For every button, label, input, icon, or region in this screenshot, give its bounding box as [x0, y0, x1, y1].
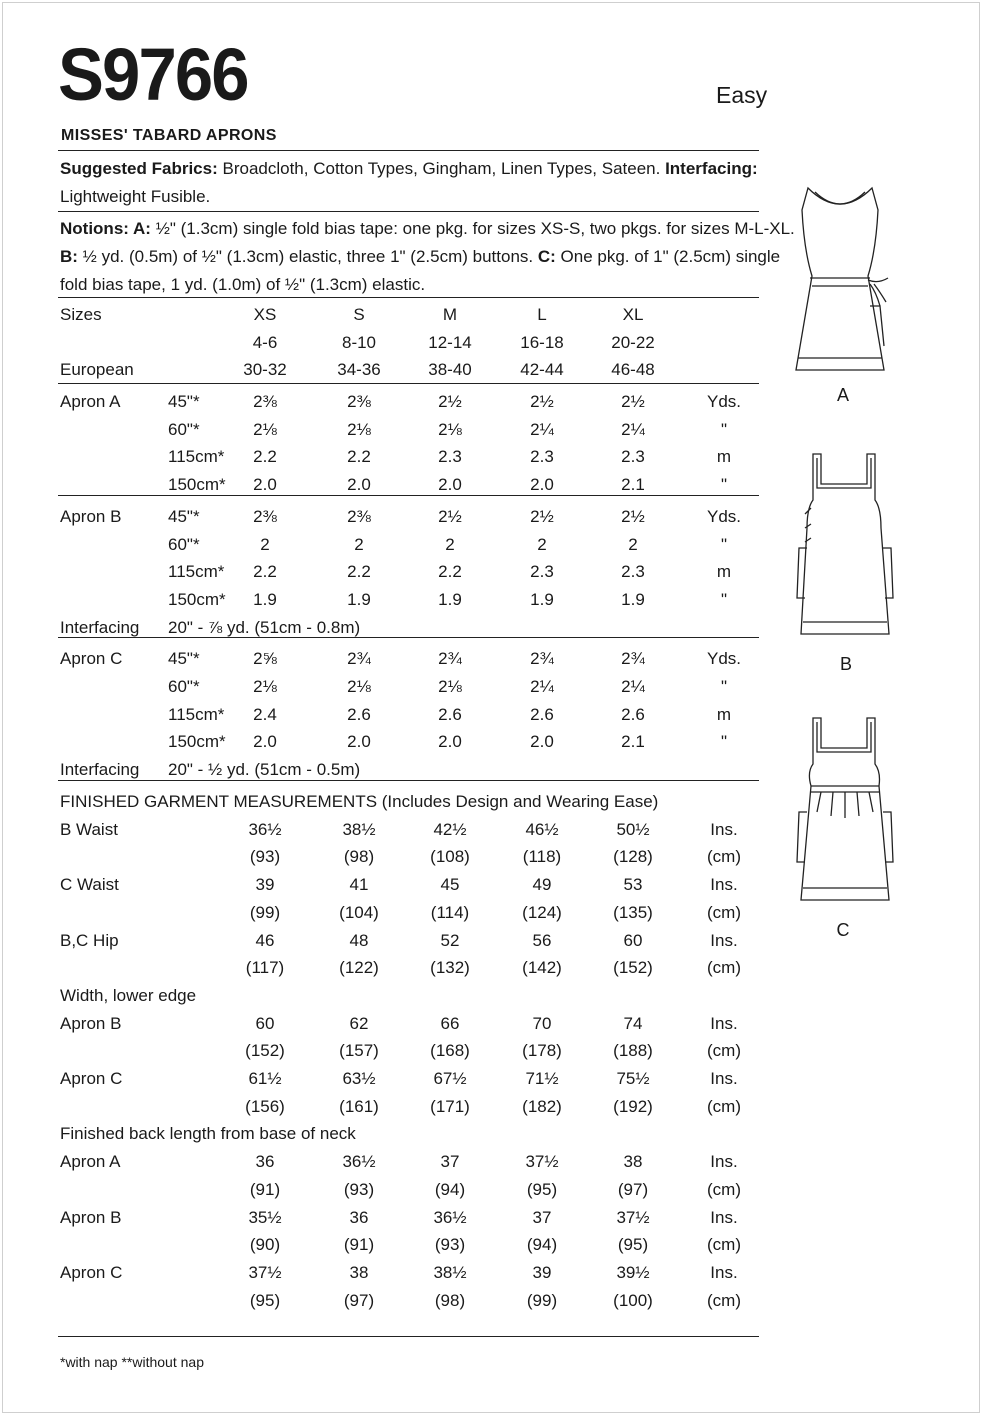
unit-label: Ins.	[710, 1069, 738, 1088]
fabrics-label: Suggested Fabrics:	[60, 159, 218, 178]
yardage-value: 1.9	[621, 589, 645, 609]
measurement-ins: 50½	[616, 819, 650, 839]
footnote: *with nap **without nap	[60, 1354, 204, 1370]
yardage-value: 2½	[530, 392, 554, 411]
yardage-value: 2½	[438, 506, 462, 526]
unit-label: Yds.	[706, 649, 742, 669]
european-size: 42-44	[520, 360, 564, 380]
pattern-title: MISSES' TABARD APRONS	[61, 127, 277, 144]
european-size: 34-36	[337, 360, 381, 380]
yardage-value: 2½	[438, 392, 462, 411]
divider	[58, 150, 759, 151]
measurement-cm: (94)	[434, 1179, 466, 1199]
notions-c-text: One pkg. of 1" (2.5cm) single	[555, 247, 781, 266]
interfacing-label: Interfacing	[60, 617, 140, 637]
yardage-value: 2.0	[347, 732, 371, 752]
divider	[58, 1336, 759, 1337]
measurement-ins: 35½	[248, 1207, 282, 1227]
yardage-value: 2	[260, 534, 270, 554]
measurement-cm: (188)	[613, 1041, 653, 1061]
unit-label: "	[720, 419, 728, 439]
measurement-ins: 37½	[525, 1152, 559, 1172]
measurement-cm: (142)	[522, 958, 562, 978]
measurement-cm: (104)	[339, 902, 379, 922]
yardage-value: 2.3	[438, 447, 462, 467]
yardage-value: 2.6	[621, 704, 645, 724]
yardage-value: 2¼	[621, 419, 645, 439]
measurement-label: C Waist	[60, 875, 119, 895]
fabric-width: 45"*	[168, 506, 200, 526]
european-size: 30-32	[243, 360, 287, 380]
measurement-ins: 38	[349, 1262, 369, 1282]
measurement-ins: 53	[623, 875, 643, 895]
fabric-width: 115cm*	[168, 562, 225, 582]
yardage-value: 1.9	[253, 589, 277, 609]
yardage-value: 2⅜	[253, 392, 277, 411]
length-heading: Finished back length from base of neck	[60, 1124, 356, 1144]
yardage-value: 2.0	[438, 475, 462, 495]
yardage-value: 1.9	[347, 589, 371, 609]
unit-label: m	[716, 562, 732, 582]
fabric-width: 115cm*	[168, 447, 225, 467]
measurement-ins: 62	[349, 1013, 369, 1033]
measurement-ins: 41	[349, 875, 369, 895]
unit-label: Ins.	[710, 930, 738, 950]
yardage-value: 2.0	[347, 475, 371, 495]
european-size: 38-40	[428, 360, 472, 380]
measurement-cm: (122)	[339, 958, 379, 978]
measurement-cm: (135)	[613, 902, 653, 922]
measurement-ins: 37½	[616, 1207, 650, 1227]
yardage-value: 2⅜	[347, 392, 371, 411]
measurement-cm: (90)	[249, 1235, 281, 1255]
yardage-value: 2.6	[347, 704, 371, 724]
yardage-value: 2	[537, 534, 547, 554]
difficulty-label: Easy	[716, 82, 768, 108]
unit-label: Yds.	[706, 506, 742, 526]
measurement-ins: 36	[255, 1152, 275, 1172]
yardage-value: 2½	[530, 506, 554, 526]
yardage-value: 2⅝	[253, 649, 277, 669]
measurement-label: Apron A	[60, 1152, 121, 1172]
notions-label: Notions:	[60, 219, 129, 238]
yardage-group-label: Apron C	[60, 649, 123, 669]
measurement-cm: (98)	[434, 1290, 466, 1310]
measurement-ins: 37	[440, 1152, 460, 1172]
measurement-ins: 52	[440, 930, 460, 950]
measurement-cm: (95)	[249, 1290, 281, 1310]
size-code: L	[537, 305, 547, 324]
view-label-a: A	[836, 385, 850, 405]
measurement-cm: (152)	[613, 958, 653, 978]
unit-label: (cm)	[707, 958, 741, 978]
measurement-cm: (95)	[617, 1235, 649, 1255]
yardage-value: 2.0	[530, 475, 554, 495]
notions-a-label: A:	[128, 219, 151, 238]
notions-line-1	[60, 219, 795, 239]
measurement-ins: 46½	[525, 819, 559, 839]
measurement-ins: 38	[623, 1152, 643, 1172]
unit-label: (cm)	[707, 1290, 741, 1310]
unit-label: "	[720, 534, 728, 554]
measurement-ins: 42½	[433, 819, 467, 839]
fabric-width: 150cm*	[168, 732, 226, 752]
notions-line-3: fold bias tape, 1 yd. (1.0m) of ½" (1.3cm) elastic.	[60, 275, 426, 294]
yardage-value: 2.0	[253, 732, 277, 752]
measurement-ins: 60	[255, 1013, 275, 1033]
interfacing-label: Interfacing:	[665, 159, 758, 178]
yardage-value: 2⅛	[438, 419, 462, 439]
measurement-cm: (91)	[343, 1235, 375, 1255]
yardage-value: 2⅜	[347, 506, 371, 526]
yardage-value: 2	[445, 534, 455, 554]
measurement-label: B,C Hip	[60, 930, 119, 950]
divider	[58, 297, 759, 298]
unit-label: "	[720, 677, 728, 696]
divider	[58, 383, 759, 384]
measurement-ins: 70	[532, 1013, 552, 1033]
yardage-value: 1.9	[530, 589, 554, 609]
measurement-label: B Waist	[60, 819, 118, 839]
unit-label: (cm)	[707, 902, 741, 922]
measurement-cm: (100)	[613, 1290, 653, 1310]
measurement-cm: (168)	[430, 1041, 470, 1061]
yardage-value: 2⅛	[347, 677, 371, 696]
measurement-ins: 46	[255, 930, 275, 950]
measurement-cm: (108)	[430, 847, 470, 867]
measurement-cm: (99)	[249, 902, 281, 922]
fabric-width: 45"*	[168, 649, 200, 669]
unit-label: Ins.	[710, 819, 738, 839]
measurement-label: Apron B	[60, 1207, 122, 1227]
notions-c-label: C:	[537, 247, 556, 266]
unit-label: Yds.	[706, 392, 742, 411]
yardage-value: 2¼	[621, 677, 645, 696]
measurement-ins: 67½	[433, 1069, 467, 1088]
interfacing-value: 20" - ⅞ yd. (51cm - 0.8m)	[168, 617, 361, 637]
fabric-width: 60"*	[168, 677, 200, 696]
measurement-cm: (97)	[343, 1290, 375, 1310]
measurement-cm: (178)	[522, 1041, 562, 1061]
yardage-value: 2⅛	[438, 677, 462, 696]
fabric-width: 60"*	[168, 534, 200, 554]
width-heading: Width, lower edge	[60, 985, 197, 1005]
yardage-value: 2.4	[253, 704, 277, 724]
measurement-ins: 39	[255, 875, 275, 895]
view-label-b: B	[839, 654, 853, 674]
measurement-cm: (124)	[522, 902, 562, 922]
fabric-width: 150cm*	[168, 589, 226, 609]
measurement-cm: (152)	[245, 1041, 285, 1061]
measurement-cm: (114)	[430, 902, 470, 922]
size-code: S	[353, 305, 365, 324]
size-range: 4-6	[252, 332, 278, 352]
measurement-cm: (157)	[339, 1041, 379, 1061]
unit-label: (cm)	[707, 1235, 741, 1255]
measurement-ins: 36½	[342, 1152, 376, 1172]
measurement-cm: (99)	[526, 1290, 558, 1310]
yardage-value: 2¼	[530, 677, 554, 696]
unit-label: "	[720, 475, 728, 495]
measurement-cm: (182)	[522, 1096, 562, 1116]
pattern-number: S9766	[58, 33, 248, 116]
apron-b-sketch	[785, 448, 905, 648]
yardage-value: 2.2	[347, 562, 371, 582]
yardage-value: 2.2	[253, 562, 277, 582]
yardage-value: 2¾	[621, 649, 645, 669]
measurement-ins: 56	[532, 930, 552, 950]
size-code: M	[442, 305, 458, 324]
yardage-value: 2	[628, 534, 638, 554]
measurement-ins: 36½	[248, 819, 282, 839]
yardage-value: 2.0	[438, 732, 462, 752]
measurement-ins: 48	[349, 930, 369, 950]
size-range: 16-18	[520, 332, 564, 352]
unit-label: (cm)	[707, 1179, 741, 1199]
unit-label: "	[720, 732, 728, 752]
yardage-value: 2⅜	[253, 506, 277, 526]
measurement-cm: (161)	[339, 1096, 379, 1116]
measurement-cm: (93)	[249, 847, 281, 867]
unit-label: Ins.	[710, 1152, 738, 1172]
measurement-ins: 37	[532, 1207, 552, 1227]
yardage-value: 2¾	[530, 649, 554, 669]
fabrics-line-2: Lightweight Fusible.	[60, 187, 211, 206]
unit-label: Ins.	[710, 1013, 738, 1033]
size-code: XL	[622, 305, 644, 324]
unit-label: (cm)	[707, 1041, 741, 1061]
yardage-value: 2¾	[347, 649, 371, 669]
yardage-value: 2.3	[530, 447, 554, 467]
measurement-ins: 36	[349, 1207, 369, 1227]
measurement-ins: 36½	[433, 1207, 467, 1227]
measurement-cm: (98)	[343, 847, 375, 867]
european-size: 46-48	[611, 360, 655, 380]
interfacing-label: Interfacing	[60, 760, 140, 780]
yardage-value: 2.6	[530, 704, 554, 724]
measurement-cm: (94)	[526, 1235, 558, 1255]
measurement-ins: 71½	[525, 1069, 559, 1088]
fabrics-text: Broadcloth, Cotton Types, Gingham, Linen Types, Sateen.	[217, 159, 666, 178]
apron-a-sketch	[780, 180, 900, 380]
yardage-value: 2.0	[253, 475, 277, 495]
measurement-cm: (132)	[430, 958, 470, 978]
yardage-value: 2.0	[530, 732, 554, 752]
divider	[58, 495, 759, 496]
yardage-value: 1.9	[438, 589, 462, 609]
yardage-value: 2.2	[253, 447, 277, 467]
fabric-width: 60"*	[168, 419, 200, 439]
measurement-ins: 39	[532, 1262, 552, 1282]
sizes-label: Sizes	[60, 305, 102, 324]
yardage-value: 2.6	[438, 704, 462, 724]
measurement-label: Apron C	[60, 1069, 123, 1088]
yardage-value: 2¼	[530, 419, 554, 439]
measurement-cm: (97)	[617, 1179, 649, 1199]
measurement-ins: 38½	[433, 1262, 467, 1282]
yardage-group-label: Apron A	[60, 392, 121, 411]
measurement-ins: 66	[440, 1013, 460, 1033]
yardage-value: 2½	[621, 506, 645, 526]
measurement-cm: (128)	[613, 847, 653, 867]
size-range: 20-22	[611, 332, 655, 352]
measurement-cm: (117)	[245, 958, 285, 978]
size-range: 8-10	[341, 332, 377, 352]
divider	[58, 637, 759, 638]
unit-label: "	[720, 589, 728, 609]
measurement-ins: 63½	[342, 1069, 376, 1088]
fabrics-line-1	[60, 159, 758, 179]
notions-line-2	[60, 247, 780, 267]
divider	[58, 780, 759, 781]
unit-label: Ins.	[710, 1207, 738, 1227]
yardage-value: 2.3	[621, 447, 645, 467]
measurement-cm: (93)	[434, 1235, 466, 1255]
measurement-ins: 39½	[616, 1262, 650, 1282]
measurement-label: Apron C	[60, 1262, 123, 1282]
measurement-cm: (171)	[430, 1096, 470, 1116]
notions-b-label: B:	[60, 247, 78, 266]
yardage-group-label: Apron B	[60, 506, 122, 526]
yardage-value: 2⅛	[347, 419, 371, 439]
yardage-value: 2.2	[347, 447, 371, 467]
fabric-width: 45"*	[168, 392, 200, 411]
measurement-ins: 61½	[248, 1069, 282, 1088]
yardage-value: 2½	[621, 392, 645, 411]
measurement-cm: (91)	[249, 1179, 281, 1199]
measurement-cm: (118)	[522, 847, 562, 867]
measurement-ins: 74	[623, 1013, 643, 1033]
yardage-value: 2.3	[621, 562, 645, 582]
notions-b-text: ½ yd. (0.5m) of ½" (1.3cm) elastic, three 1" (2.5cm) buttons.	[77, 247, 538, 266]
measurement-ins: 45	[440, 875, 460, 895]
unit-label: Ins.	[710, 1262, 738, 1282]
unit-label: m	[716, 447, 732, 467]
unit-label: Ins.	[710, 875, 738, 895]
measurement-cm: (95)	[526, 1179, 558, 1199]
yardage-value: 2.3	[530, 562, 554, 582]
measurement-cm: (192)	[613, 1096, 653, 1116]
yardage-value: 2¾	[438, 649, 462, 669]
measurement-ins: 37½	[248, 1262, 282, 1282]
measurement-label: Apron B	[60, 1013, 122, 1033]
size-range: 12-14	[428, 332, 472, 352]
unit-label: (cm)	[707, 1096, 741, 1116]
measurement-ins: 38½	[342, 819, 376, 839]
fabric-width: 115cm*	[168, 704, 225, 724]
size-code: XS	[253, 305, 277, 324]
divider	[58, 211, 759, 212]
measurement-ins: 75½	[616, 1069, 650, 1088]
view-label-c: C	[836, 920, 850, 940]
finished-heading: FINISHED GARMENT MEASUREMENTS (Includes Design and Wearing Ease)	[60, 792, 659, 811]
yardage-value: 2.1	[621, 475, 645, 495]
yardage-value: 2.2	[438, 562, 462, 582]
unit-label: (cm)	[707, 847, 741, 867]
measurement-ins: 60	[623, 930, 643, 950]
measurement-cm: (156)	[245, 1096, 285, 1116]
unit-label: m	[716, 704, 732, 724]
yardage-value: 2.1	[621, 732, 645, 752]
measurement-cm: (93)	[343, 1179, 375, 1199]
interfacing-value: 20" - ½ yd. (51cm - 0.5m)	[168, 760, 361, 780]
european-label: European	[60, 360, 134, 380]
yardage-value: 2⅛	[253, 677, 277, 696]
yardage-value: 2	[354, 534, 364, 554]
fabric-width: 150cm*	[168, 475, 226, 495]
notions-a-text: ½" (1.3cm) single fold bias tape: one pkg. for sizes XS-S, two pkgs. for sizes M-L-XL.	[150, 219, 795, 238]
yardage-value: 2⅛	[253, 419, 277, 439]
measurement-ins: 49	[532, 875, 552, 895]
apron-c-sketch	[785, 712, 905, 912]
